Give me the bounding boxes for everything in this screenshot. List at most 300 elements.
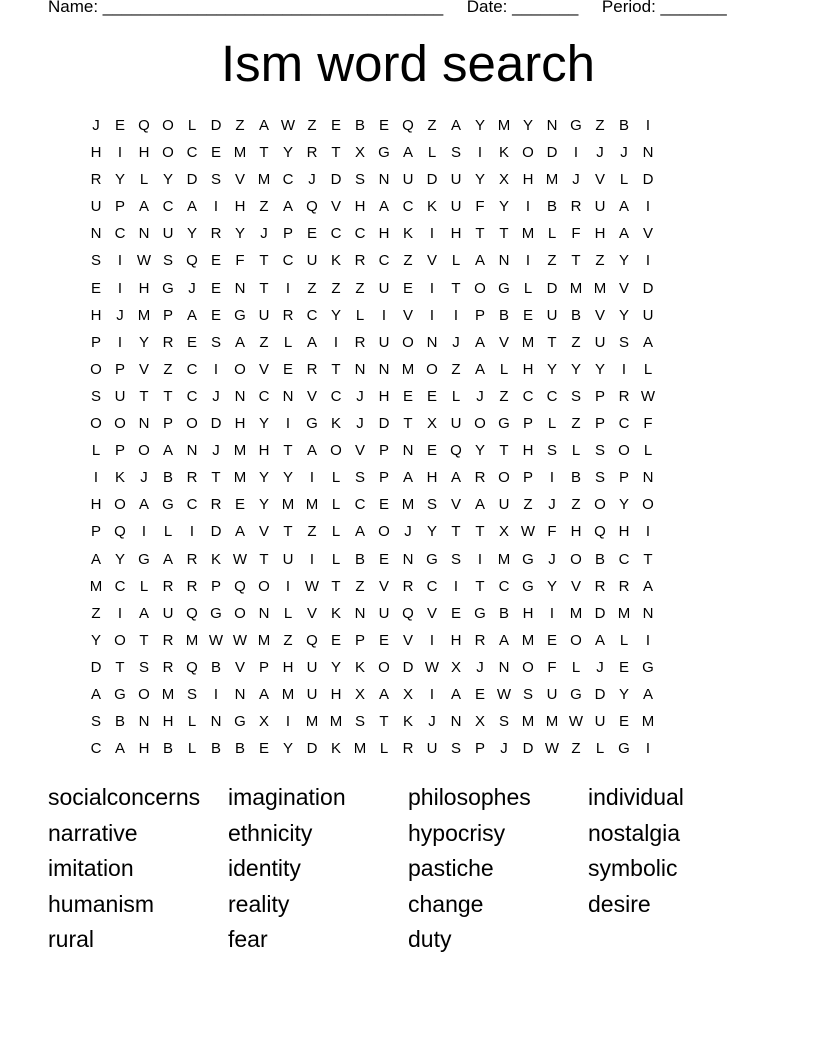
grid-letter: Q: [306, 198, 318, 216]
grid-letter: I: [645, 117, 651, 134]
grid-letter: D: [642, 279, 654, 297]
grid-letter: I: [285, 415, 291, 433]
word-list-item: narrative: [48, 819, 138, 846]
grid-letter: M: [233, 442, 247, 460]
grid-letter: U: [546, 306, 558, 324]
grid-letter: D: [378, 415, 390, 433]
grid-letter: D: [186, 171, 198, 189]
grid-letter: Z: [451, 360, 461, 378]
grid-letter: T: [259, 252, 269, 270]
grid-letter: U: [306, 685, 318, 703]
grid-letter: V: [402, 631, 413, 649]
grid-letter: L: [643, 360, 653, 378]
grid-letter: N: [402, 550, 414, 568]
grid-letter: H: [90, 306, 102, 324]
grid-letter: X: [450, 658, 461, 676]
grid-letter: K: [330, 740, 341, 758]
grid-letter: C: [498, 577, 510, 595]
grid-letter: U: [378, 279, 390, 297]
grid-letter: S: [426, 496, 437, 514]
grid-letter: O: [258, 577, 270, 595]
letter-grid: [84, 112, 732, 762]
grid-letter: A: [138, 198, 149, 216]
grid-letter: L: [571, 442, 581, 460]
grid-letter: Y: [618, 252, 629, 270]
grid-letter: S: [210, 171, 221, 189]
grid-letter: F: [547, 523, 557, 541]
grid-letter: S: [162, 252, 173, 270]
grid-letter: C: [354, 496, 366, 514]
grid-letter: L: [139, 171, 149, 189]
grid-letter: G: [570, 117, 582, 134]
grid-letter: E: [210, 279, 221, 297]
grid-letter: L: [91, 442, 101, 460]
grid-letter: A: [642, 577, 653, 595]
grid-letter: P: [114, 360, 125, 378]
grid-letter: S: [354, 713, 365, 731]
grid-letter: Y: [594, 360, 605, 378]
grid-letter: T: [451, 279, 461, 297]
grid-letter: B: [570, 469, 581, 487]
grid-letter: B: [354, 117, 365, 134]
grid-letter: R: [162, 333, 174, 351]
grid-letter: H: [138, 279, 150, 297]
grid-letter: B: [618, 117, 629, 134]
grid-letter: C: [90, 740, 102, 758]
grid-letter: H: [450, 225, 462, 243]
grid-letter: M: [257, 171, 271, 189]
grid-letter: W: [640, 387, 656, 405]
grid-letter: O: [90, 415, 102, 433]
grid-letter: R: [162, 658, 174, 676]
grid-letter: I: [93, 469, 99, 487]
grid-letter: P: [618, 469, 629, 487]
grid-letter: P: [162, 306, 173, 324]
grid-letter: E: [210, 252, 221, 270]
word-list: [48, 780, 768, 958]
grid-letter: V: [618, 279, 629, 297]
grid-letter: I: [213, 360, 219, 378]
grid-letter: Y: [282, 144, 293, 162]
grid-letter: H: [594, 225, 606, 243]
grid-letter: T: [475, 577, 485, 595]
grid-letter: F: [475, 198, 485, 216]
grid-letter: L: [595, 740, 605, 758]
grid-letter: W: [520, 523, 536, 541]
grid-letter: P: [378, 442, 389, 460]
grid-row: [84, 410, 732, 437]
grid-letter: B: [570, 306, 581, 324]
grid-letter: Y: [474, 117, 485, 134]
grid-letter: J: [596, 658, 604, 676]
grid-letter: X: [354, 685, 365, 703]
grid-letter: I: [309, 550, 315, 568]
grid-letter: A: [450, 685, 461, 703]
grid-row: [84, 383, 732, 410]
grid-letter: W: [496, 685, 512, 703]
grid-letter: Y: [330, 306, 341, 324]
grid-letter: R: [570, 198, 582, 216]
grid-row: [84, 356, 732, 383]
grid-letter: N: [234, 685, 246, 703]
grid-letter: Q: [186, 658, 198, 676]
grid-row: [84, 329, 732, 356]
grid-letter: I: [645, 523, 651, 541]
grid-letter: X: [498, 171, 509, 189]
grid-letter: A: [378, 198, 389, 216]
grid-letter: L: [427, 144, 437, 162]
grid-letter: V: [498, 333, 509, 351]
grid-row: [84, 708, 732, 735]
grid-letter: Z: [355, 279, 365, 297]
grid-letter: R: [402, 740, 414, 758]
grid-row: [84, 546, 732, 573]
word-list-item: reality: [228, 890, 290, 917]
grid-letter: Y: [474, 442, 485, 460]
grid-letter: E: [234, 496, 245, 514]
grid-letter: P: [162, 415, 173, 433]
grid-letter: E: [114, 117, 125, 134]
grid-letter: R: [186, 550, 198, 568]
grid-letter: M: [233, 144, 247, 162]
grid-letter: A: [618, 225, 629, 243]
grid-letter: C: [546, 387, 558, 405]
grid-letter: L: [283, 333, 293, 351]
grid-letter: I: [381, 306, 387, 324]
grid-letter: P: [210, 577, 221, 595]
grid-letter: G: [138, 550, 150, 568]
grid-letter: J: [356, 415, 364, 433]
grid-letter: C: [618, 550, 630, 568]
grid-letter: I: [621, 360, 627, 378]
grid-letter: M: [521, 631, 535, 649]
grid-letter: M: [329, 713, 343, 731]
grid-letter: D: [642, 171, 654, 189]
grid-letter: P: [90, 333, 101, 351]
grid-letter: R: [306, 144, 318, 162]
grid-letter: J: [260, 225, 268, 243]
grid-letter: D: [306, 740, 318, 758]
grid-letter: K: [114, 469, 125, 487]
grid-letter: U: [378, 604, 390, 622]
grid-letter: V: [138, 360, 149, 378]
grid-letter: Z: [571, 740, 581, 758]
grid-letter: H: [522, 604, 534, 622]
grid-letter: P: [474, 740, 485, 758]
grid-row: [84, 139, 732, 166]
grid-letter: O: [114, 496, 126, 514]
grid-letter: K: [330, 252, 341, 270]
grid-letter: L: [139, 577, 149, 595]
grid-letter: I: [333, 333, 339, 351]
grid-letter: L: [163, 523, 173, 541]
grid-letter: H: [282, 658, 294, 676]
grid-letter: O: [90, 360, 102, 378]
grid-letter: K: [354, 658, 365, 676]
grid-letter: W: [568, 713, 584, 731]
grid-letter: M: [569, 279, 583, 297]
grid-letter: H: [426, 469, 438, 487]
grid-letter: I: [477, 144, 483, 162]
grid-letter: A: [642, 333, 653, 351]
grid-letter: T: [259, 550, 269, 568]
grid-letter: C: [426, 577, 438, 595]
grid-letter: H: [354, 198, 366, 216]
grid-letter: R: [186, 577, 198, 595]
grid-letter: U: [594, 333, 606, 351]
grid-letter: Y: [330, 658, 341, 676]
grid-letter: H: [618, 523, 630, 541]
grid-letter: Z: [91, 604, 101, 622]
grid-letter: F: [235, 252, 245, 270]
grid-letter: C: [186, 496, 198, 514]
grid-letter: P: [282, 225, 293, 243]
grid-letter: G: [306, 415, 318, 433]
grid-letter: M: [281, 685, 295, 703]
grid-letter: S: [594, 469, 605, 487]
grid-letter: L: [451, 252, 461, 270]
grid-letter: K: [402, 225, 413, 243]
grid-letter: R: [402, 577, 414, 595]
grid-letter: L: [571, 658, 581, 676]
grid-letter: J: [476, 387, 484, 405]
grid-letter: U: [594, 713, 606, 731]
grid-letter: V: [306, 387, 317, 405]
grid-letter: A: [138, 496, 149, 514]
grid-letter: O: [234, 360, 246, 378]
grid-letter: N: [138, 225, 150, 243]
grid-letter: T: [283, 523, 293, 541]
grid-letter: J: [452, 333, 460, 351]
grid-letter: M: [161, 685, 175, 703]
grid-letter: Q: [450, 442, 462, 460]
grid-letter: M: [89, 577, 103, 595]
grid-letter: H: [450, 631, 462, 649]
grid-letter: V: [234, 658, 245, 676]
grid-letter: A: [114, 740, 125, 758]
grid-letter: H: [378, 225, 390, 243]
grid-row: [84, 600, 732, 627]
grid-letter: R: [354, 252, 366, 270]
grid-letter: O: [162, 117, 174, 134]
grid-letter: G: [162, 279, 174, 297]
grid-letter: E: [210, 144, 221, 162]
grid-letter: D: [90, 658, 102, 676]
grid-letter: M: [233, 469, 247, 487]
grid-letter: C: [330, 387, 342, 405]
grid-letter: U: [498, 496, 510, 514]
grid-letter: E: [618, 658, 629, 676]
grid-letter: P: [594, 415, 605, 433]
grid-letter: V: [306, 604, 317, 622]
grid-letter: R: [618, 387, 630, 405]
grid-letter: I: [141, 523, 147, 541]
grid-letter: Z: [307, 279, 317, 297]
grid-letter: B: [498, 604, 509, 622]
grid-letter: J: [476, 658, 484, 676]
grid-row: [84, 573, 732, 600]
grid-letter: R: [90, 171, 102, 189]
grid-letter: S: [138, 658, 149, 676]
grid-letter: R: [618, 577, 630, 595]
grid-row: [84, 437, 732, 464]
grid-letter: A: [378, 685, 389, 703]
grid-letter: J: [572, 171, 580, 189]
grid-letter: L: [451, 387, 461, 405]
grid-letter: N: [210, 713, 222, 731]
grid-letter: S: [498, 713, 509, 731]
grid-letter: A: [642, 685, 653, 703]
grid-letter: A: [138, 604, 149, 622]
grid-letter: N: [354, 604, 366, 622]
grid-letter: S: [594, 442, 605, 460]
grid-letter: U: [402, 171, 414, 189]
grid-letter: B: [594, 550, 605, 568]
grid-letter: S: [450, 550, 461, 568]
grid-letter: M: [641, 713, 655, 731]
grid-letter: E: [210, 306, 221, 324]
grid-letter: S: [618, 333, 629, 351]
grid-letter: C: [114, 225, 126, 243]
grid-letter: I: [117, 333, 123, 351]
grid-letter: N: [378, 360, 390, 378]
grid-row: [84, 681, 732, 708]
grid-letter: P: [522, 415, 533, 433]
grid-letter: Y: [282, 469, 293, 487]
grid-letter: N: [90, 225, 102, 243]
grid-letter: J: [188, 279, 196, 297]
grid-letter: O: [330, 442, 342, 460]
grid-letter: N: [186, 442, 198, 460]
grid-letter: J: [140, 469, 148, 487]
grid-letter: H: [570, 523, 582, 541]
grid-letter: O: [234, 604, 246, 622]
grid-letter: Y: [474, 171, 485, 189]
grid-letter: V: [330, 198, 341, 216]
grid-letter: O: [138, 442, 150, 460]
grid-letter: P: [114, 198, 125, 216]
grid-letter: S: [90, 387, 101, 405]
grid-letter: D: [210, 523, 222, 541]
grid-letter: U: [546, 685, 558, 703]
grid-letter: C: [282, 171, 294, 189]
grid-letter: Z: [571, 333, 581, 351]
word-list-item: symbolic: [588, 855, 678, 881]
grid-letter: U: [258, 306, 270, 324]
grid-letter: N: [234, 387, 246, 405]
grid-letter: E: [186, 333, 197, 351]
word-list-item: individual: [588, 784, 684, 810]
grid-row: [84, 247, 732, 274]
grid-letter: U: [162, 225, 174, 243]
word-list-item: identity: [228, 855, 301, 881]
grid-letter: V: [642, 225, 653, 243]
grid-letter: V: [594, 171, 605, 189]
grid-letter: B: [114, 713, 125, 731]
grid-letter: D: [210, 117, 222, 134]
grid-letter: I: [285, 577, 291, 595]
grid-letter: Y: [186, 225, 197, 243]
grid-letter: K: [426, 198, 437, 216]
grid-letter: I: [189, 523, 195, 541]
grid-letter: L: [643, 442, 653, 460]
grid-letter: Q: [402, 604, 414, 622]
word-list-item: humanism: [48, 890, 155, 917]
grid-letter: V: [402, 306, 413, 324]
grid-letter: E: [450, 604, 461, 622]
grid-letter: V: [258, 360, 269, 378]
grid-letter: Y: [522, 117, 533, 134]
grid-letter: D: [402, 658, 414, 676]
word-list-item: ethnicity: [228, 819, 313, 846]
grid-letter: U: [378, 333, 390, 351]
grid-letter: B: [234, 740, 245, 758]
grid-letter: O: [570, 631, 582, 649]
grid-letter: O: [138, 685, 150, 703]
grid-letter: D: [330, 171, 342, 189]
grid-letter: I: [453, 577, 459, 595]
grid-letter: Y: [546, 360, 557, 378]
grid-letter: U: [426, 740, 438, 758]
grid-letter: B: [354, 550, 365, 568]
grid-letter: B: [546, 198, 557, 216]
grid-letter: J: [596, 144, 604, 162]
grid-letter: N: [426, 333, 438, 351]
grid-letter: O: [594, 496, 606, 514]
grid-letter: M: [545, 713, 559, 731]
grid-letter: M: [257, 631, 271, 649]
grid-letter: G: [234, 713, 246, 731]
grid-letter: S: [210, 333, 221, 351]
grid-letter: D: [426, 171, 438, 189]
grid-letter: J: [212, 387, 220, 405]
grid-letter: O: [498, 469, 510, 487]
grid-letter: U: [282, 550, 294, 568]
grid-row: [84, 302, 732, 329]
grid-letter: T: [643, 550, 653, 568]
grid-letter: U: [306, 252, 318, 270]
grid-letter: A: [594, 631, 605, 649]
grid-letter: S: [450, 144, 461, 162]
grid-letter: I: [573, 144, 579, 162]
grid-letter: A: [306, 442, 317, 460]
grid-letter: X: [474, 713, 485, 731]
grid-letter: Q: [234, 577, 246, 595]
grid-letter: Y: [546, 577, 557, 595]
grid-letter: D: [594, 604, 606, 622]
word-list-item: rural: [48, 926, 95, 952]
grid-letter: C: [618, 415, 630, 433]
grid-letter: I: [549, 469, 555, 487]
grid-letter: I: [525, 198, 531, 216]
grid-letter: P: [114, 442, 125, 460]
grid-letter: Z: [547, 252, 557, 270]
grid-letter: S: [522, 685, 533, 703]
grid-letter: V: [570, 577, 581, 595]
grid-letter: A: [162, 550, 173, 568]
grid-letter: I: [477, 550, 483, 568]
grid-letter: L: [499, 360, 509, 378]
grid-letter: M: [401, 496, 415, 514]
grid-letter: Y: [258, 496, 269, 514]
grid-letter: G: [114, 685, 126, 703]
grid-letter: S: [354, 469, 365, 487]
grid-row: [84, 275, 732, 302]
grid-letter: Z: [259, 333, 269, 351]
grid-letter: Q: [138, 117, 150, 134]
grid-letter: Z: [571, 496, 581, 514]
grid-letter: H: [138, 740, 150, 758]
